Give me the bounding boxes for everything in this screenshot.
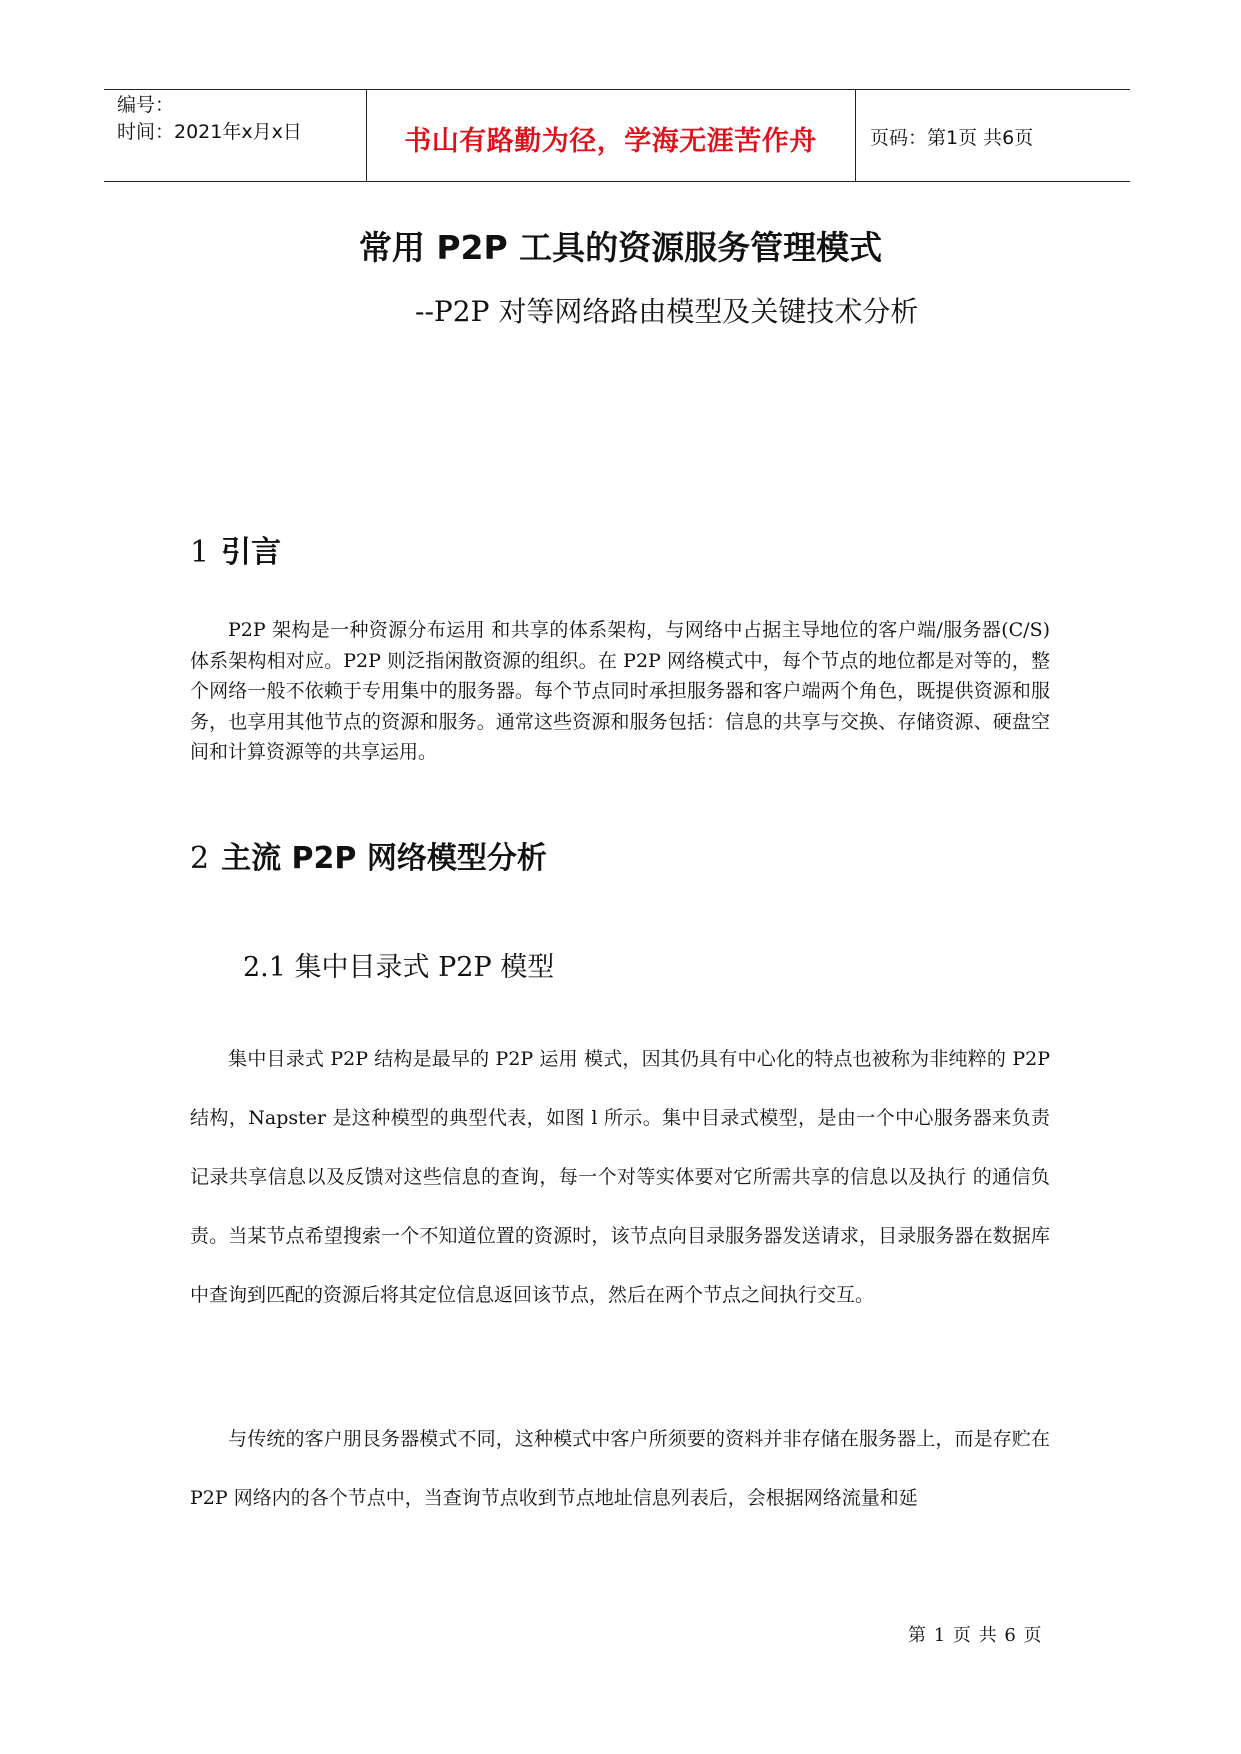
section-2-1-heading: 2.1 集中目录式 P2P 模型: [243, 952, 555, 983]
section-1-title: 引言: [221, 535, 282, 570]
page-footer: 第 1 页 共 6 页: [908, 1625, 1043, 1646]
section-2-1-text-1: 集中目录式 P2P 结构是最早的 P2P 运用 模式，因其仍具有中心化的特点也被称为非纯粹的 P2P 结构，Napster 是这种模型的典型代表，如图 l 所示。集中目录式模型，是由一个中心服务器来负责记录共享信息以及反馈对这些信息的查询，每一个对等实体要对它所需共享的信息以及执行 的通信负责。当某节点希望搜索一个不知道位置的资源时，该节点向目录服务器发送请求，目录服务器在数据库中查询到匹配的资源后将其定位信息返回该节点，然后在两个节点之间执行交互。: [190, 1048, 1050, 1306]
section-2-1-text-2: 与传统的客户朋艮务器模式不同，这种模式中客户所须要的资料并非存储在服务器上，而是存贮在 P2P 网络内的各个节点中，当查询节点收到节点地址信息列表后，会根据网络流量和延: [190, 1428, 1050, 1509]
header-top-rule: [104, 89, 1130, 90]
header-meta: [117, 92, 302, 146]
document-title: 常用 P2P 工具的资源服务管理模式: [358, 228, 883, 267]
serial-label: 编号：: [117, 94, 175, 116]
section-2-1-paragraph-2: [190, 1410, 1050, 1528]
document-subtitle: --P2P 对等网络路由模型及关键技术分析: [415, 295, 919, 328]
section-2-heading: [190, 833, 547, 877]
section-2-number: 2: [190, 841, 210, 876]
section-2-title: 主流 P2P 网络模型分析: [221, 841, 547, 876]
time-label: 时间：2021年x月x日: [117, 121, 302, 143]
header-page-info: 页码：第1页 共6页: [870, 127, 1034, 149]
section-1-number: 1: [190, 535, 210, 570]
section-2-1-paragraph-1: [190, 1030, 1050, 1325]
section-1-paragraph: [190, 615, 1050, 768]
header-motto: 书山有路勤为径，学海无涯苦作舟: [404, 126, 817, 157]
header-bottom-rule: [104, 181, 1130, 182]
section-1-heading: [190, 527, 281, 571]
section-1-text: P2P 架构是一种资源分布运用 和共享的体系架构，与网络中占据主导地位的客户端/服务器(C/S)体系架构相对应。P2P 则泛指闲散资源的组织。在 P2P 网络模式中，每个节点的地位都是对等的，整个网络一般不依赖于专用集中的服务器。每个节点同时承担服务器和客户端两个角色，既提供资源和服务，也享用其他节点的资源和服务。通常这些资源和服务包括：信息的共享与交换、存储资源、硬盘空间和计算资源等的共享运用。: [190, 619, 1050, 763]
header-divider-right: [855, 89, 856, 181]
